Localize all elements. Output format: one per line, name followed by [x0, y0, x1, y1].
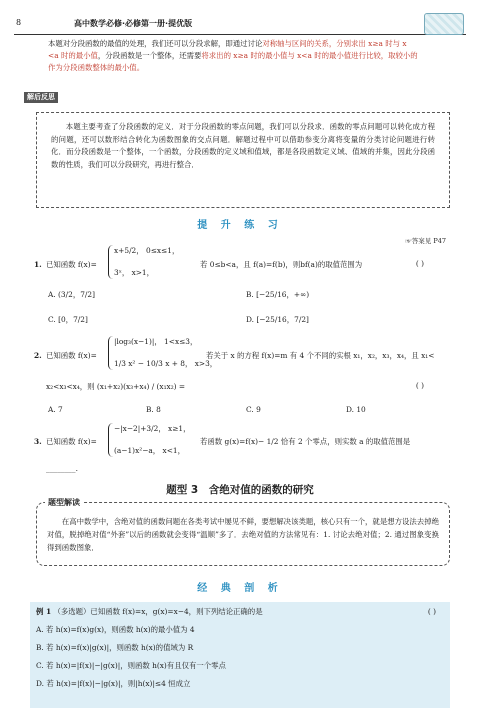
- answer-ref: ☞答案见 P47: [405, 237, 446, 245]
- q2-piece1: |log₃(x−1)|， 1<x≤3，: [114, 337, 198, 346]
- q3-post: 若函数 g(x)=f(x)− 1/2 恰有 2 个零点，则实数 a 的取值范围是: [200, 437, 411, 446]
- page-header: [14, 12, 466, 35]
- q3-piece2: (a−1)x²−a， x<1，: [114, 446, 185, 455]
- ex1-opt-c[interactable]: C. 若 h(x)=|f(x)|−|g(x)|，则函数 h(x)有且仅有一个零点: [36, 661, 226, 670]
- q3-blank[interactable]: ________.: [46, 464, 78, 473]
- ex1-stem-row: [36, 606, 263, 618]
- classic-heading: 经 典 剖 析: [197, 583, 283, 594]
- type3-title: 题型 3 含绝对值的函数的研究: [166, 484, 314, 496]
- intro-line2-a: <a 时的最小值: [48, 51, 98, 60]
- q3-number: 3.: [34, 437, 42, 446]
- q1-opt-c[interactable]: C. [0，7/2]: [48, 315, 88, 324]
- q2-opt-a[interactable]: A. 7: [48, 405, 63, 414]
- q2-opt-b[interactable]: B. 8: [146, 405, 161, 414]
- ex1-stem: （多选题）已知函数 f(x)=x，g(x)=x−4，则下列结论正确的是: [53, 607, 263, 616]
- q2-brace: [108, 336, 113, 370]
- q1-opt-d[interactable]: D. [−25/16，7/2]: [246, 315, 309, 324]
- intro-line3: 作为分段函数整体的最小值。: [48, 63, 145, 72]
- q3-pre: 已知函数 f(x)=: [46, 437, 97, 446]
- q1-opt-a[interactable]: A. (3/2，7/2]: [48, 290, 95, 299]
- ex1-paren: ( ): [427, 607, 436, 616]
- q1-pre: 已知函数 f(x)=: [46, 260, 97, 269]
- q2-paren: ( ): [415, 381, 424, 390]
- q2-opt-d[interactable]: D. 10: [346, 405, 366, 414]
- intro-line2-c: 将求出的 x≥a 时的最小值与 x<a 时的最小值进行比较，取较小的: [201, 51, 418, 60]
- intro-line1-b: 对称轴与区间的关系，分别求出 x≥a 时与 x: [262, 39, 407, 48]
- q1-brace: [108, 245, 113, 279]
- q2-piece2: 1/3 x² − 10/3 x + 8， x>3，: [114, 359, 218, 368]
- ex1-opt-a[interactable]: A. 若 h(x)=f(x)g(x)，则函数 h(x)的最小值为 4: [36, 625, 195, 634]
- q3-piece1: −|x−2|+3/2， x≥1，: [114, 424, 191, 433]
- ex1-opt-b[interactable]: B. 若 h(x)=f(x)|g(x)|，则函数 h(x)的值域为 R: [36, 643, 194, 652]
- type3-text: 在高中数学中，含绝对值的函数问题在各类考试中屡见不鲜，要想解决该类题，核心只有一个，就是想方设法去掉绝对值，脱掉绝对值“外套”以后的函数就会变得“温顺”多了．去绝对值的方法常见有：1. 讨论去绝对值；2. 通过图象变换得到函数图象．: [47, 517, 439, 552]
- reflect-tag: 解后反思: [24, 92, 58, 103]
- q1-post: 若 0≤b<a，且 f(a)=f(b)，则bf(a)的取值范围为: [200, 260, 363, 269]
- type3-box-label: 题型解读: [45, 497, 83, 508]
- q1-piece1: x+5/2， 0≤x≤1，: [114, 246, 180, 255]
- q2-pre: 已知函数 f(x)=: [46, 351, 97, 360]
- intro-line1-a: 本题对分段函数的最值的处理，我们还可以分段求解，即通过讨论: [48, 39, 263, 48]
- reflect-box: [36, 112, 450, 208]
- page-number: 8: [16, 18, 22, 27]
- reflect-text: 本题主要考查了分段函数的定义．对于分段函数的零点问题，我们可以分段求．函数的零点问题可以转化成方程的问题，还可以数形结合转化为函数图象的交点问题．解题过程中可以借助参变分离将变量的分类讨论问题进行转化．而分段函数是一个整体，一个函数，分段函数的定义域和值域，都是各段函数定义域、值域的并集，因此分段函数的性质，我们可以分段研究，再进行整合．: [51, 122, 435, 169]
- type3-box: [36, 498, 450, 566]
- q1-opt-b[interactable]: B. [−25/16，+∞): [246, 290, 310, 299]
- intro-paragraph: [48, 38, 452, 74]
- practice-heading: 提 升 练 习: [197, 220, 283, 231]
- q2-line2: x₂<x₃<x₄，则 (x₁+x₂)(x₃+x₄) / (x₁x₂) =: [46, 382, 186, 391]
- ex1-title: 例 1: [36, 607, 52, 616]
- book-title: 高中数学必修·必修第一册·提优版: [74, 19, 193, 28]
- q2-post: 若关于 x 的方程 f(x)=m 有 4 个不同的实根 x₁，x₂，x₃，x₄，且 x₁<: [206, 351, 435, 360]
- intro-line2-b: ，分段函数是一个整体，还需要: [97, 51, 202, 60]
- ex1-opt-d[interactable]: D. 若 h(x)=|f(x)|−|g(x)|，则|h(x)|≤4 恒成立: [36, 679, 191, 688]
- q3-brace: [108, 423, 113, 457]
- q1-piece2: 3ˣ， x>1，: [114, 268, 155, 277]
- q2-number: 2.: [34, 351, 42, 360]
- q2-opt-c[interactable]: C. 9: [246, 405, 261, 414]
- q1-number: 1.: [34, 260, 42, 269]
- book-logo-icon: [424, 13, 464, 35]
- example-box: [30, 602, 450, 708]
- q1-paren: ( ): [415, 259, 424, 268]
